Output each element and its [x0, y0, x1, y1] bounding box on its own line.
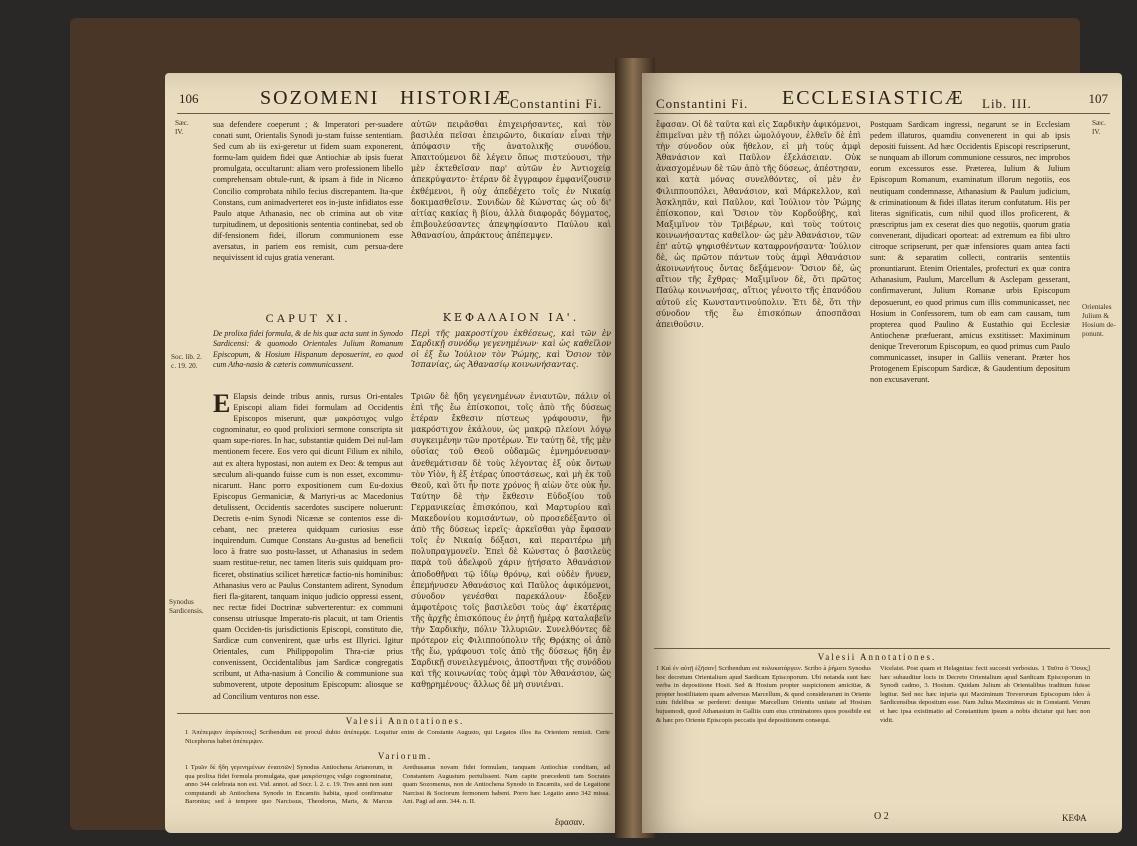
left-margin-synod: Synodus Sardicensis.: [169, 598, 204, 615]
right-running-title-lib: Lib. III.: [982, 96, 1032, 111]
right-latin-column: [870, 119, 1070, 639]
variorum-heading: Variorum.: [377, 751, 433, 761]
left-notes-rule: [177, 713, 613, 714]
signature-mark: O 2: [874, 811, 889, 822]
book-spread: [70, 18, 1116, 830]
chapter-summary-latin: De prolixa fidei formula, & de his quæ acta sunt in Synodo Sardicensi: & quomodo Orientales Julium Romanum Episcopum, & Hosium Hispanum deposuerint, eo quod cum Atha-nasio & cæteris communicassent.: [213, 329, 403, 370]
right-running-title-main: ECCLESIASTICÆ: [782, 87, 965, 109]
left-latin-column-1: [213, 119, 403, 304]
right-margin-saeculum: Sæc. IV.: [1092, 119, 1106, 136]
right-head-rule: [654, 113, 1110, 114]
latin-paragraph: Elapsis deinde tribus annis, rursus Ori-entales Episcopi aliam fidei formulam ad Occidentis Episcopos miserunt, quæ μακρόστιχος vulgo cognominatur, eo quod prolixiori sermone conscripta sit quam supe-riores. In hac, substantiæ quidem Dei nul-lam mentionem fecere. Eos vero qui dicunt Filium ex nihilo, aut ex altera hypostasi, non autem ex Deo: & tempus aut sæculum ali-quando fuisse cum is non esset, excommu-nicarunt. Hanc porro expositionem cum Eu-doxius Episcopus Germaniciæ, & Martyri-us ac Macedonius detulissent, Occidentis sacerdotes suscipere noluerunt: Decretis e-nim Synodi Nicænæ se contentos esse di-cebant, nec præterea quidquam curiosius esse inquirendum. Cumque Constans Au-gustus ad beneficii loco à fratre suo postu-lasset, ut Athanasius in sedem suam restitue-retur, nec tamen literis suis quidquam pro-ficeret, obstinatius scilicet hæreticæ factio-nis hominibus: Athanasius vero ac Paulus Constantem adirent, Synodum fieri fla-gitarent, tanquam iniquo judicio oppressi essent, nec rectæ fidei Doctrinæ subverterentur: ex communi consensu utriusque Imperato-ris placuit, ut tam Orientis quam Occiden-tis jurisdictionis Episcopi, constituto die, Sardicæ cum convenirent, quæ urbs est Illyrici. Igitur Orientales, cum Philippopolim Thra-ciæ prius convenissent, Occidentalibus jam Sardicæ congregatis scribunt, ut Atha-nasium à Concilio & communione sua submoverent, utpote depositum Episcopum: aliosque se ad Concilium venturos non esse.: [213, 392, 403, 701]
greek-paragraph: Τριῶν δὲ ἤδη γεγενημένων ἐνιαυτῶν, πάλιν οἱ ἐπὶ τῆς ἕω ἐπίσκοποι, τοῖς ἀπὸ τῆς δύσεως ἑτέραν ἔκθεσιν πίστεως γράφουσιν, ἣν μακρόστιχον ἐκάλουν, ὡς μακρῷ πλείονι λόγῳ συγκειμένην τῶν προτέρων. Ἐν ταύτῃ δὲ, τῆς μὲν οὐσίας τοῦ Θεοῦ οὐδαμῶς ἐμνημόνευσαν· ἀνεθεμάτισαν δὲ τοὺς λέγοντας ἐξ οὐκ ὄντων τὸν Υἱὸν, ἢ ἐξ ἑτέρας ὑποστάσεως, καὶ μὴ ἐκ τοῦ Θεοῦ, καὶ ὅτι ἦν ποτε χρόνος ἢ αἰὼν ὅτε οὐκ ἦν. Ταύτην δὲ τὴν ἔκθεσιν Εὐδοξίου τοῦ Γερμανικείας ἐπισκόπου, καὶ Μαρτυρίου καὶ Μακεδονίου κομισάντων, οὐ προσεδέξαντο οἱ ἀπὸ τῆς δύσεως ἱερεῖς· ἀρκεῖσθαι γὰρ ἔφασαν τοῖς ἐν Νικαίᾳ δόξασι, καὶ περαιτέρω μὴ πολυπραγμονεῖν. Ἐπεὶ δὲ Κώνστας ὁ βασιλεὺς παρὰ τοῦ ἀδελφοῦ χάριν ᾐτήσατο Ἀθανάσιον ἀποδοθῆναι τῷ ἰδίῳ θρόνῳ, καὶ οὐδὲν ἤνυεν, ἐπεμήνυσεν Ἀθανάσιος καὶ Παῦλος ἀφικόμενοι, σύνοδον γενέσθαι παρεκάλουν· ἔδοξεν ἀμφοτέροις τοῖς βασιλεῦσι τοὺς ἀφ' ἑκατέρας τῆς ἀρχῆς ἐπισκόπους ἐν ῥητῇ ἡμέρᾳ καταλαβεῖν τὴν Σαρδικὴν, πόλιν Ἰλλυριῶν. Συνελθόντες δὲ πρότερον εἰς Φιλιππούπολιν τῆς Θρᾴκης οἱ ἀπὸ τῆς ἕω, γράφουσι τοῖς ἀπὸ τῆς δύσεως ἤδη ἐν Σαρδικῇ συνειλεγμένοις, ἀποστῆναι τῆς συνόδου καὶ τῆς κοινωνίας τοὺς ἀμφὶ τὸν Ἀθανάσιον, ὡς καθῃρημένους· ἄλλως δὲ μὴ συνιέναι.: [411, 392, 611, 690]
right-greek-column: [656, 119, 861, 639]
left-greek-column-2: [411, 391, 611, 709]
right-notes-heading: Valesii Annotationes.: [817, 652, 937, 662]
left-running-title-sub: Constantini Fi.: [510, 96, 603, 111]
right-margin-note: Orientales Julium & Hosium de- ponunt.: [1082, 303, 1116, 338]
left-page: [165, 73, 625, 833]
right-page-number: 107: [1088, 91, 1108, 106]
variorum-text: 1 Τριῶν δὲ ἤδη γεγενημένων ἐνιαυτῶν] Synodus Antiochena Arianorum, in qua prolixa fidei formula promulgata, quæ μακρόστιχος vulgo cognominatur, anno 344 celebrata non est. Vid. annot. ad Socr. l. 2. c. 19. Tres anni non sunt computandi ab Antiochena Synodo in Encæniis habita, quod confirmatur Baronius; sed à tempore quo Narcissus, Theodorus, Maris, & Marcus Arethusanus novam fidei formulam, tanquam Antiochiæ conditam, ad Constantem Augustum pertulissent. Nam capite præcedenti tam Socrates quam Sozomenus, non de Antiochena Synodo in Encæniis, sed de Legatione Narcissi & Sociorum fermonem habent. Porro hæc Legatio anno 342 missa. Ant. Pagi ad ann. 344. n. II.: [185, 764, 610, 806]
right-catchword: ΚΕΦΑ: [1062, 813, 1087, 823]
drop-cap: E: [213, 391, 231, 418]
chapter-heading-greek: ΚΕΦΑΛΑΙΟΝ ΙΑ'.: [442, 311, 580, 324]
greek-paragraph: αὐτῶν πειρᾶσθαι ἐπιχειρήσαντες, καὶ τὸν βασιλέα πεῖσαι ἐπειρῶντο, δικαίαν εἶναι τὴν ἀπόφασιν τῆς ἀνατολικῆς συνόδου. Ἀπαιτούμενοι δὲ λέγειν ὅπως πιστεύουσι, τὴν μὲν ἐκτεθεῖσαν παρ' αὐτῶν ἐν Ἀντιοχείᾳ ἀπεκρύψαντο· ἑτέραν δὲ ἔγγραφον ἐμφανίζουσιν ἐκθέμενοι, ἣ οὐχ ἀπεδέχετο τοῖς ἐν Νικαίᾳ δοκιμασθεῖσιν. Συνιδὼν δὲ Κώνστας ὡς οὐ δι' αἰτίας κακίας ἢ βίου, ἀλλὰ διαφορᾶς δόγματος, ἐπιβουλεύσαντες ἀπεψηφίσαντο Παύλου καὶ Ἀθανασίου, ἀπράκτους ἀπέπεμψεν.: [411, 120, 611, 240]
right-page: [642, 73, 1122, 833]
left-catchword: ἔφασαν.: [555, 817, 585, 827]
left-notes-text: 1 Ἀπέπεμψεν ἀπράκτους] Scribendum est procul dubio ἀπέπεμψε. Loquitur enim de Constante Augusto, qui Legatos illos ita Orientem remisit. Certe Nicephorus habet ἀπέπεμψεν.: [185, 729, 610, 745]
left-greek-column-1: [411, 119, 611, 304]
left-running-title-historiae: HISTORIÆ: [400, 87, 513, 109]
left-page-number: 106: [179, 91, 199, 106]
right-notes-rule: [654, 648, 1110, 649]
left-margin-chapter-ref: Soc. lib. 2. c. 19. 20.: [171, 353, 202, 370]
left-latin-column-2: [213, 391, 403, 709]
left-margin-saeculum: Sæc. IV.: [175, 119, 189, 136]
right-running-title: Constantini Fi.: [656, 96, 749, 111]
latin-paragraph: Postquam Sardicam ingressi, negarunt se in Ecclesiam pedem illaturos, quamdiu convenerent in qui ab ipsis depositi fuissent. Ad hæc Occidentis Episcopi rescripserunt, se nunquam ab illorum communione cessuros, nec improbos eorum excessuros esse. Præterea, Iulium & Julium Episcopum Romanum, examinatum illorum negotiis, eos neutiquam condemnasse, Athanasium & Paulum judicium, & criminationum & fidei illatas iterum confutatum. His per literas significatis, cum nihil quod illos proficerent, & præscriptus jam ex ceserat dies quo negotiis, quorum gratia convenerant, dijudicari oporteat: ad extremum ea fibi ultro citroque scripserunt, per quæ infensiores quam antea facti sunt: & separatim collecti, contrariis sententiis pronuntiarunt. Etenim Orientales, profecturi ex quæ contra Athanasium, Paulum, Marcellum & Asclepam gesserant, confirmaverunt, Julium Romanæ urbis Episcopum deposuerunt, eo quod primus cum illis communicasset, nec Hosium in Confessorem, tum ob eam cam causam, tum propterea quod Paulino & Eustathio qui Ecclesiæ Antiochenæ præfuerant, amicus exstitisset: Maximinum denique Treverorum Episcopum, eo quod primus cum Paulo communicasset, insuper in Galliis venerant. Præter hos Protogenem Episcopum Sardicæ, & Gaudentium depositum non excusaverunt.: [870, 120, 1070, 385]
left-notes-heading: Valesii Annotationes.: [345, 716, 465, 726]
greek-paragraph: ἔφασαν. Οἱ δὲ ταῦτα καὶ εἰς Σαρδικὴν ἀφικόμενοι, ἐπιμεῖναι μὲν τῇ πόλει ὡμολόγουν, ἐλθεῖν δὲ ἐπὶ τὴν σύνοδον οὐκ ἤθελον, εἰ μὴ τοὺς ἀμφὶ Ἀθανάσιον καὶ Παῦλον ἐξελάσειαν. Οὐκ ἀνασχομένων δὲ τῶν ἀπὸ τῆς δύσεως, ἀπέστησαν, καὶ κατὰ μόνας συνελθόντες, οἱ μὲν ἐν Φιλιππουπόλει, Ἀθανάσιον, καὶ Μάρκελλον, καὶ Ἀσκληπᾶν, καὶ Παῦλον, καὶ Ἰούλιον τὸν Ῥώμης ἐπίσκοπον, καὶ Ὅσιον τὸν Κορδούβης, καὶ Μαξιμῖνον τὸν Τριβέρων, καὶ τοὺς τούτοις κοινωνήσαντας καθεῖλον· ὡς μὲν Ἀθανάσιον, τῶν ἐπ' αὐτῷ ψηφισθέντων καταφρονήσαντα· Ἰούλιον δὲ, ὡς πρῶτον πάντων τοὺς ἀμφὶ Ἀθανάσιον ἀκοινωνήτους ὄντας δεξάμενον· Ὅσιον δὲ, ὡς αἴτιον τῆς ἔχθρας· Μαξιμῖνον δὲ, ὅτι πρῶτος Παύλῳ κοινωνήσας, αἴτιος γένοιτο τῆς ἐπανόδου αὐτοῦ εἰς Κωνσταντινούπολιν. Ἐτι δὲ, ὅτι τὴν σύνοδον τῆς ἕω ἐπισκόπων ἀποσπᾶσαι ἀπειθοῦσιν.: [656, 120, 861, 329]
left-running-title: SOZOMENI: [260, 87, 380, 109]
chapter-summary-greek: Περὶ τῆς μακροστίχου ἐκθέσεως, καὶ τῶν ἐν Σαρδικῇ συνόδῳ γεγενημένων· καὶ ὡς καθεῖλον οἱ ἐξ ἕω Ἰούλιον τὸν Ῥώμης, καὶ Ὅσιον τὸν Ἱσπανίας, ὡς Ἀθανασίῳ κοινωνήσαντας.: [411, 329, 611, 370]
right-notes-left: 1 Καὶ ἐν αὐτῇ ἐξῆσαν] Scribendum est πολυκατάργειν. Scribo à ῥήματι Synodus hoc decretum Orientalium apud Sardicam Episcoporum. Ubi notanda sunt hæc verba in depositione Hosii. Sed & Hosium propter suspicionem amicitiæ, & propter hostilitatem quam adversus Marcellum, & quod considerarunt in Oriente cum fidelibus se perderet: denique Marcellum Orientis unitate ad Hosium hujusmodi, quod Athanasium in Galliis cum eius criminatores quos possibile est & hæc pro Oriente Episcopis peccatis ipsi depositionem consequi.: [656, 665, 871, 724]
right-notes-right: Vicelaist. Post quam et Helagnitas: fecit succesit verbosius. 1 Ταῦτα ὁ Ὅσιος] hæc subauditur locis in Decreto Orientalium apud Sardicam Episcoporum in Synodi cadmo, 3. Hosium. Quidam Julium ab Orientalibus traditum fuisse legitur. Sed nec hæc injuria qui Maximinum Treverorum Episcopum ideo à Sardicensibus depositum esse. Nam Julius Maximinus sic in Constanti. Verum et hæc ipsa existimatio ad Constantium ipsum a nobis dictatur qui hæc non vidit.: [880, 665, 1090, 724]
left-head-rule: [177, 113, 613, 114]
chapter-heading-latin: CAPUT XI.: [265, 311, 351, 325]
latin-paragraph: sua defendere coeperunt ; & Imperatori per-suadere conati sunt, Orientalis Synodi ju-stam fuisse sententiam. Sed cum ab iis exi-geretur ut fidem suam exponerent, formu-lam quidem fidei quæ Antiochiæ ab ipsis fuerat promulgata, occultarunt: aliam vero professionem libello comprehensam obtule-runt, & ipsam à fide in Nicæno Concilio comprobata nihilo fecius discrepantem. Ita-que Constans, cum animadverteret eos in-juste infidiatos esse Paulo atque Athanasio, nec ob crimina aut ob vitæ turpitudinem, ut depositionis sententia continebat, sed ob dif-fensionem fidei, illorum communionem esse aversatus, in pariem eos remisit, cum persua-dere nequivissent id cujus gratia venerant.: [213, 120, 403, 263]
